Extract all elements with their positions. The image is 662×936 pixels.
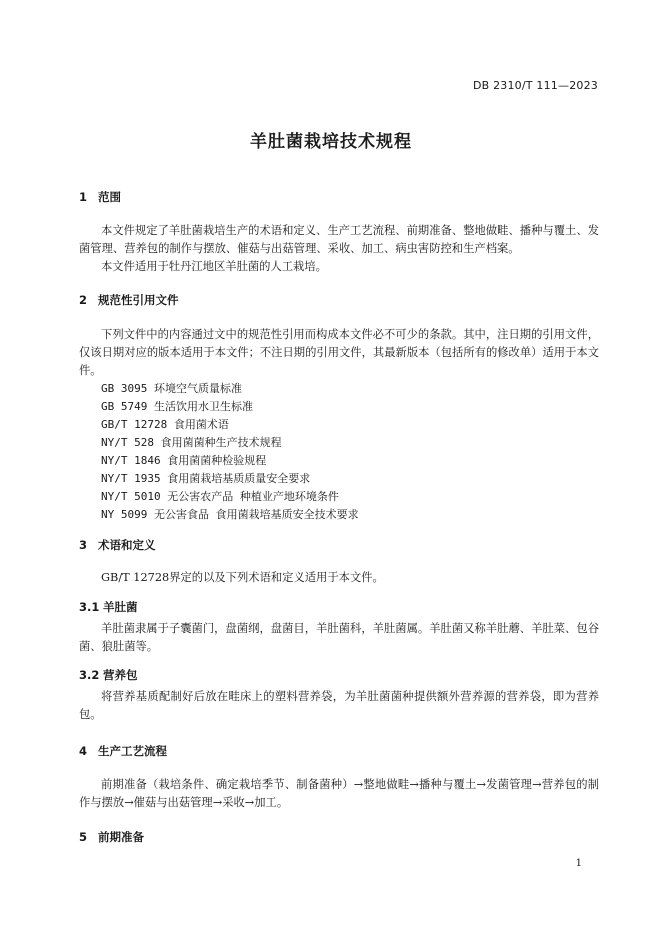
reference-item: NY/T 1846 食用菌菌种检验规程 — [101, 454, 267, 467]
section-number: 2 — [79, 293, 88, 307]
section-number: 4 — [79, 744, 88, 758]
paragraph-process-flow: 前期准备（栽培条件、确定栽培季节、制备菌种）→整地做畦→播种与覆土→发菌管理→营养包的制作与摆放→催菇与出菇管理→采收→加工。 — [79, 778, 599, 809]
paragraph-scope: 本文件规定了羊肚菌栽培生产的术语和定义、生产工艺流程、前期准备、整地做畦、播种与覆土、发菌管理、营养包的制作与摆放、催菇与出菇管理、采收、加工、病虫害防控和生产档案。 — [79, 224, 599, 255]
paragraph-terms-intro: GB/T 12728界定的以及下列术语和定义适用于本文件。 — [101, 571, 384, 584]
reference-item: GB/T 12728 食用菌术语 — [101, 418, 229, 431]
page-title: 羊肚菌栽培技术规程 — [250, 132, 412, 152]
paragraph-references-intro: 下列文件中的内容通过文中的规范性引用而构成本文件必不可少的条款。其中，注日期的引用文件，仅该日期对应的版本适用于本文件；不注日期的引用文件，其最新版本（包括所有的修改单）适用于本文件。 — [79, 328, 599, 377]
section-title: 范围 — [98, 190, 121, 204]
reference-item: GB 5749 生活饮用水卫生标准 — [101, 400, 253, 413]
reference-item: NY/T 1935 食用菌栽培基质质量安全要求 — [101, 472, 311, 485]
reference-item: NY 5099 无公害食品 食用菌栽培基质安全技术要求 — [101, 508, 359, 521]
section-title: 前期准备 — [98, 830, 144, 844]
paragraph-applicability: 本文件适用于牡丹江地区羊肚菌的人工栽培。 — [101, 260, 327, 273]
section-number: 3 — [79, 538, 88, 552]
paragraph-term-definition: 羊肚菌隶属于子囊菌门，盘菌纲，盘菌目，羊肚菌科，羊肚菌属。羊肚菌又称羊肚蘑、羊肚菜、包谷菌、狼肚菌等。 — [79, 622, 599, 653]
document-number: DB 2310/T 111—2023 — [472, 79, 598, 92]
section-heading-4 — [79, 743, 167, 759]
section-heading-1 — [79, 189, 121, 205]
section-title: 营养包 — [103, 668, 138, 682]
section-title: 生产工艺流程 — [98, 744, 167, 758]
section-number: 1 — [79, 190, 88, 204]
section-number: 3.2 — [79, 668, 100, 682]
subsection-heading-3-2 — [79, 667, 138, 683]
section-number: 5 — [79, 830, 88, 844]
reference-item: NY/T 5010 无公害农产品 种植业产地环境条件 — [101, 490, 339, 503]
section-heading-5 — [79, 829, 144, 845]
section-title: 规范性引用文件 — [98, 293, 179, 307]
page-number: 1 — [575, 858, 582, 869]
subsection-heading-3-1 — [79, 599, 138, 615]
section-number: 3.1 — [79, 600, 100, 614]
section-heading-2 — [79, 292, 179, 308]
paragraph-term-definition: 将营养基质配制好后放在畦床上的塑料营养袋，为羊肚菌菌种提供额外营养源的营养袋，即为营养包。 — [79, 690, 599, 721]
section-heading-3 — [79, 537, 156, 553]
reference-item: NY/T 528 食用菌菌种生产技术规程 — [101, 436, 282, 449]
reference-item: GB 3095 环境空气质量标准 — [101, 382, 242, 395]
section-title: 羊肚菌 — [103, 600, 138, 614]
section-title: 术语和定义 — [98, 538, 156, 552]
